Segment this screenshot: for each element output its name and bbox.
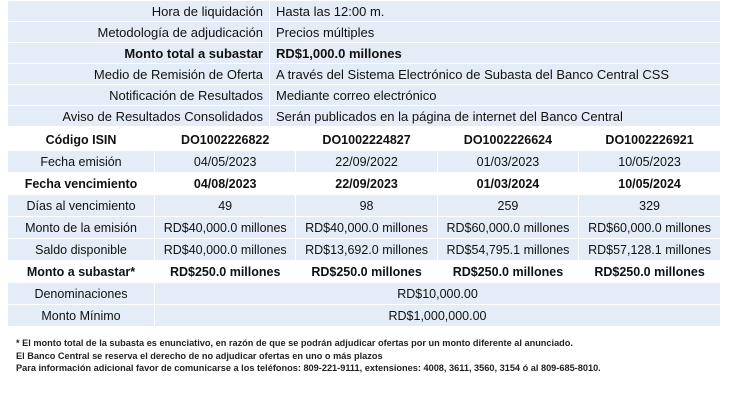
table-row [8,151,720,173]
table-cell: RD$250.0 millones [579,261,720,283]
row-label: Fecha emisión [8,151,155,173]
table-row [8,195,720,217]
footnote: * El monto total de la subasta es enunciativo, en razón de que se podrán adjudicar ofertas por un monto diferente al anunciado. [16,338,573,348]
header-label: Código ISIN [8,130,155,151]
table-cell: 01/03/2024 [437,173,578,195]
table-cell: RD$54,795.1 millones [437,239,578,261]
table-cell: 329 [579,195,720,217]
row-label: Fecha vencimiento [8,173,155,195]
table-cell: 22/09/2022 [296,151,437,173]
isin-code: DO1002226822 [155,130,296,151]
table-cell: 49 [155,195,296,217]
info-label: Hora de liquidación [8,1,270,22]
row-label: Monto Mínimo [8,305,155,327]
table-cell: RD$60,000.0 millones [437,217,578,239]
isin-code: DO1002226624 [437,130,578,151]
info-row [8,22,720,43]
info-value: RD$1,000.0 millones [270,43,721,64]
footnote: Para información adicional favor de comunicarse a los teléfonos: 809-221-9111, extensiones: 4008, 3611, 3560, 3154 ó al 809-685-8010. [16,363,601,373]
table-cell: RD$250.0 millones [296,261,437,283]
table-cell: RD$250.0 millones [155,261,296,283]
table-cell: RD$40,000.0 millones [296,217,437,239]
footnote: El Banco Central se reserva el derecho de no adjudicar ofertas en uno o más plazos [16,350,383,361]
table-row [8,305,720,327]
info-row [8,106,720,127]
table-cell: 22/09/2023 [296,173,437,195]
info-value: Precios múltiples [270,22,721,43]
info-row [8,43,720,64]
table-cell: 10/05/2023 [579,151,720,173]
table-cell: RD$40,000.0 millones [155,239,296,261]
info-value: A través del Sistema Electrónico de Subasta del Banco Central CSS [270,64,721,85]
info-label: Monto total a subastar [8,43,270,64]
info-value: Hasta las 12:00 m. [270,1,721,22]
table-row [8,173,720,195]
denominaciones-value: RD$10,000.00 [155,283,721,305]
info-value: Serán publicados en la página de internet del Banco Central [270,106,721,127]
info-label: Notificación de Resultados [8,85,270,106]
table-cell: RD$57,128.1 millones [579,239,720,261]
table-cell: 04/05/2023 [155,151,296,173]
table-cell: RD$60,000.0 millones [579,217,720,239]
info-row [8,85,720,106]
table-header-row [8,130,720,151]
table-cell: 04/08/2023 [155,173,296,195]
table-cell: RD$40,000.0 millones [155,217,296,239]
table-cell: 98 [296,195,437,217]
table-row [8,261,720,283]
row-label: Días al vencimiento [8,195,155,217]
row-label: Monto a subastar* [8,261,155,283]
table-cell: 10/05/2024 [579,173,720,195]
table-cell: RD$13,692.0 millones [296,239,437,261]
table-row [8,239,720,261]
footnotes [16,337,601,375]
info-label: Medio de Remisión de Oferta [8,64,270,85]
auction-info-table [8,0,720,126]
row-label: Saldo disponible [8,239,155,261]
info-row [8,64,720,85]
row-label: Denominaciones [8,283,155,305]
securities-table [8,130,720,327]
isin-code: DO1002226921 [579,130,720,151]
monto-minimo-value: RD$1,000,000.00 [155,305,721,327]
info-value: Mediante correo electrónico [270,85,721,106]
table-row [8,217,720,239]
table-cell: 259 [437,195,578,217]
isin-code: DO1002224827 [296,130,437,151]
info-label: Aviso de Resultados Consolidados [8,106,270,127]
row-label: Monto de la emisión [8,217,155,239]
info-row [8,1,720,22]
info-label: Metodología de adjudicación [8,22,270,43]
table-cell: RD$250.0 millones [437,261,578,283]
table-cell: 01/03/2023 [437,151,578,173]
table-row [8,283,720,305]
